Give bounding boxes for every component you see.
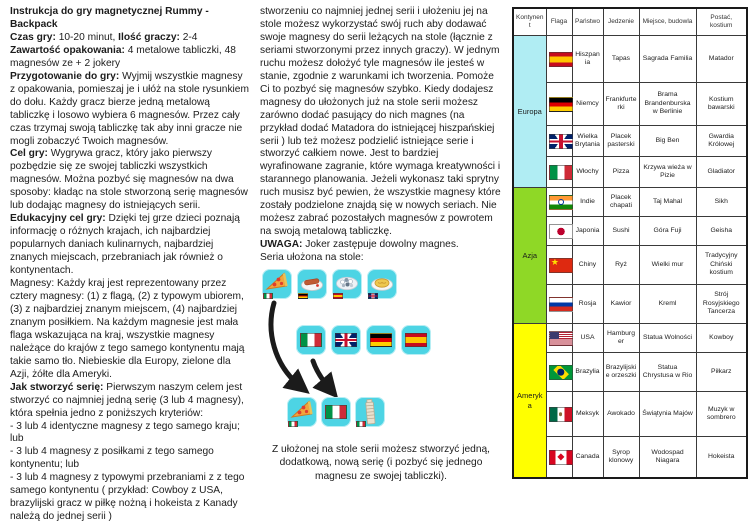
continent-cell-europa: Europa	[513, 36, 546, 188]
food-cell: Brazylijskie orzeszki	[603, 353, 639, 392]
germany-flag-icon	[298, 293, 308, 299]
country-cell: Indie	[572, 188, 603, 217]
frankfurters-plate-icon	[299, 270, 325, 294]
place-cell: Wielki mur	[639, 246, 696, 285]
flag-cell	[546, 217, 572, 246]
players-value: 2-4	[179, 31, 198, 43]
country-cell: Rosja	[572, 285, 603, 324]
costume-cell: Geisha	[696, 217, 747, 246]
pie-plate-icon	[369, 270, 395, 294]
table-row-mexico	[513, 392, 747, 437]
flag-cell	[546, 353, 572, 392]
series-example-heading: Seria ułożona na stole:	[260, 252, 364, 264]
spain-flag-icon	[333, 293, 343, 299]
spain-flag-icon	[549, 52, 573, 67]
germany-flag-icon	[370, 333, 392, 347]
diagram-caption: Z ułożonej na stole serii możesz stworzyć jedną, dodatkową, nową serię (i pozbyć się jednego magnesu ze swojej tabliczki).	[272, 444, 490, 482]
place-cell: Sagrada Familia	[639, 36, 696, 83]
magnet-tile-spain-flag	[401, 325, 431, 355]
flag-cell	[546, 324, 572, 353]
setup-paragraph: Przygotowanie do gry: Wyjmij wszystkie magnesy z opakowania, pomieszaj je i ułóż na stole rysunkiem do dołu. Każdy gracz bierze jedną metalową tabliczkę i losowo wybiera 6 magnesów. Przez cały czas trzymaj swoją tabliczkę tak aby inni gracze nie mogli zobaczyć Twoich magnesów.	[10, 70, 249, 147]
costume-cell: Piłkarz	[696, 353, 747, 392]
food-cell: Placek pasterski	[603, 126, 639, 157]
header-continent: Kontynent	[513, 8, 546, 36]
flag-cell	[546, 285, 572, 324]
country-cell: Chiny	[572, 246, 603, 285]
note-paragraph: UWAGA: Joker zastępuje dowolny magnes.	[260, 239, 459, 251]
header-country: Państwo	[572, 8, 603, 36]
countries-table-wrap	[512, 7, 746, 479]
magnet-tile-pisa-tower	[355, 397, 385, 427]
header-place: Miejsce, budowla	[639, 8, 696, 36]
magnet-tile-pizza	[262, 269, 292, 299]
place-cell: Brama Brandenburska w Berlinie	[639, 83, 696, 126]
place-cell: Statua Chrystusa w Rio	[639, 353, 696, 392]
table-row-canada	[513, 437, 747, 479]
food-cell: Pizza	[603, 157, 639, 188]
countries-table	[512, 7, 748, 479]
instructions-column	[10, 6, 250, 524]
food-cell: Kawior	[603, 285, 639, 324]
costume-cell: Kostium bawarski	[696, 83, 747, 126]
food-cell: Placek chapati	[603, 188, 639, 217]
magnet-tile-pizza-2	[287, 397, 317, 427]
usa-flag-icon	[549, 331, 573, 346]
table-row-india	[513, 188, 747, 217]
continent-cell-ameryka: Ameryka	[513, 324, 546, 479]
place-cell: Góra Fuji	[639, 217, 696, 246]
table-row-germany	[513, 83, 747, 126]
country-cell: Japonia	[572, 217, 603, 246]
italy-flag-icon	[300, 333, 322, 347]
country-cell: Włochy	[572, 157, 603, 188]
rules-continuation-column	[260, 6, 502, 483]
table-row-spain	[513, 36, 747, 83]
flag-cell	[546, 83, 572, 126]
place-cell: Kreml	[639, 285, 696, 324]
document-title: Instrukcja do gry magnetycznej Rummy - Backpack	[10, 6, 209, 30]
magnet-tile-italy-flag	[296, 325, 326, 355]
uk-flag-icon	[335, 333, 357, 347]
place-cell: Statua Wolności	[639, 324, 696, 353]
country-cell: Wielka Brytania	[572, 126, 603, 157]
table-row-uk	[513, 126, 747, 157]
tapas-plate-icon	[334, 270, 360, 294]
food-cell: Ryż	[603, 246, 639, 285]
india-flag-icon	[549, 195, 573, 210]
country-cell: Canada	[572, 437, 603, 479]
italy-flag-icon	[356, 421, 366, 427]
flag-cell	[546, 157, 572, 188]
flag-cell	[546, 188, 572, 217]
arrow-to-new-series-2	[313, 361, 330, 389]
italy-flag-icon	[288, 421, 298, 427]
food-cell: Syrop klonowy	[603, 437, 639, 479]
food-cell: Awokado	[603, 392, 639, 437]
costume-cell: Muzyk w sombrero	[696, 392, 747, 437]
header-flag: Flaga	[546, 8, 572, 36]
food-cell: Sushi	[603, 217, 639, 246]
pizza-icon	[289, 398, 315, 422]
table-row-italy	[513, 157, 747, 188]
time-value: 10-20 minut,	[55, 31, 119, 43]
pizza-icon	[264, 270, 290, 294]
contents-paragraph: Zawartość opakowania: 4 metalowe tabliczki, 48 magnesów ze + 2 jokery	[10, 44, 236, 69]
magnet-tile-frankfurters	[297, 269, 327, 299]
series-rule-3: - 3 lub 4 magnesy z typowymi przebraniami z z tego samego kontynentu ( przykład: Cowboy z USA, brazylijski gracz w piłkę nożną i hokeista z Kanady należą do jednej serii )	[10, 472, 245, 523]
costume-cell: Hokeista	[696, 437, 747, 479]
mexico-flag-icon	[549, 407, 573, 422]
how-to-create-series-paragraph: Jak stworzyć serię: Pierwszym naszym celem jest stworzyć co najmniej jedną serię (3 lub 4 magnesy), która spełnia jedno z poniższych kryteriów:	[10, 381, 244, 419]
header-food: Jedzenie	[603, 8, 639, 36]
table-header-row	[513, 8, 747, 36]
country-cell: Brazylia	[572, 353, 603, 392]
costume-cell: Matador	[696, 36, 747, 83]
header-costume: Postać, kostium	[696, 8, 747, 36]
table-row-brazil	[513, 353, 747, 392]
magnets-paragraph: Magnesy: Każdy kraj jest reprezentowany przez cztery magnesy: (1) z flagą, (2) z typowym ubiorem, (3) z najbardziej znanym miejscem, (4) najbardziej znanym posiłkiem. Na każdym magnesie jest mała flaga wskazująca na kraj, wszystkie magnesy należące do krajów z tego samego kontynentu mają takie samo tło. Niebieskie dla Europy, zielone dla Azji, żółte dla Ameryki.	[10, 278, 245, 380]
brazil-flag-icon	[549, 365, 573, 380]
table-row-japan	[513, 217, 747, 246]
country-cell: USA	[572, 324, 603, 353]
series-rule-2: - 3 lub 4 magnesy z posiłkami z tego samego kontynentu; lub	[10, 446, 214, 471]
country-cell: Meksyk	[572, 392, 603, 437]
food-cell: Tapas	[603, 36, 639, 83]
goal-paragraph: Cel gry: Wygrywa gracz, który jako pierwszy pozbędzie się ze swojej tabliczki wszystkich magnesów. Można pozbyć się magnesów na dwa sposoby: kładąc na stole stworzoną serię magnesów lub dodając magnesy do istniejących serii.	[10, 148, 248, 212]
uk-flag-icon	[368, 293, 378, 299]
spain-flag-icon	[405, 333, 427, 347]
magnet-tile-pie	[367, 269, 397, 299]
costume-cell: Sikh	[696, 188, 747, 217]
place-cell: Taj Mahal	[639, 188, 696, 217]
flag-cell	[546, 392, 572, 437]
russia-flag-icon	[549, 297, 573, 312]
place-cell: Krzywa wieża w Pizie	[639, 157, 696, 188]
flag-cell	[546, 437, 572, 479]
place-cell: Big Ben	[639, 126, 696, 157]
china-flag-icon	[549, 258, 573, 273]
country-cell: Niemcy	[572, 83, 603, 126]
italy-flag-icon	[325, 405, 347, 419]
magnet-tile-tapas	[332, 269, 362, 299]
table-row-china	[513, 246, 747, 285]
italy-flag-icon	[263, 293, 273, 299]
magnet-tile-germany-flag	[366, 325, 396, 355]
series-example-diagram	[260, 269, 502, 443]
italy-flag-icon	[549, 165, 573, 180]
costume-cell: Strój Rosyjskiego Tancerza	[696, 285, 747, 324]
flag-cell	[546, 246, 572, 285]
costume-cell: Gwardia Królowej	[696, 126, 747, 157]
flag-cell	[546, 126, 572, 157]
country-cell: Hiszpania	[572, 36, 603, 83]
costume-cell: Kowboy	[696, 324, 747, 353]
place-cell: Świątynia Majów	[639, 392, 696, 437]
food-cell: Frankfurterki	[603, 83, 639, 126]
educational-goal-paragraph: Edukacyjny cel gry: Dzięki tej grze dzieci poznają informację o różnych krajach, ich najbardziej popularnych daniach kulinarnych, najbardziej znanych miejscach, przebraniach jak również o kontynentach.	[10, 213, 240, 277]
japan-flag-icon	[549, 224, 573, 239]
time-label: Czas gry:	[10, 31, 56, 43]
magnet-tile-italy-flag-2	[321, 397, 351, 427]
food-cell: Hamburger	[603, 324, 639, 353]
costume-cell: Tradycyjny Chiński kostium	[696, 246, 747, 285]
costume-cell: Gladiator	[696, 157, 747, 188]
place-cell: Wodospad Niagara	[639, 437, 696, 479]
continent-cell-azja: Azja	[513, 188, 546, 324]
uk-flag-icon	[549, 134, 573, 149]
table-row-usa	[513, 324, 747, 353]
moves-paragraph: stworzeniu co najmniej jednej serii i ułożeniu jej na stole możesz wykorzystać swój ruch aby dodawać swoje magnesy do serii leżących na stole (łącznie z seriami stworzonymi przez innych graczy). W jednym ruchu możesz dołożyć tyle magnesów ile jesteś w stanie, zgodnie z warunkami ich tworzenia. Pomoże Ci to pozbyć się magnesów szybko. Kiedy dodajesz magnesy do ułożonych już na stole serii możesz zarówno dodać pasujący do nich magnes (na przykład dodać Matadora do istniejącej hiszpańskiej serii ) lub też możesz podzielić istniejące serie i stworzyć całkiem nowe. Jest to bardziej wyrafinowane zagranie, które wymaga kreatywności i starannego planowania. Jeżeli wykonasz taki sprytny ruch musisz być pewien, że wszystkie magnesy które zostały podzielone znajdą się w nowych seriach. Nie możesz zabrać pozostałych magnesów z powrotem na swoją metalową tabliczkę.	[260, 6, 501, 238]
game-meta-line	[10, 32, 250, 45]
series-rule-1: - 3 lub 4 identyczne magnesy z tego samego kraju; lub	[10, 420, 240, 445]
magnet-tile-uk-flag	[331, 325, 361, 355]
table-row-russia	[513, 285, 747, 324]
germany-flag-icon	[549, 97, 573, 112]
players-label: Ilość graczy:	[118, 31, 180, 43]
canada-flag-icon	[549, 450, 573, 465]
flag-cell	[546, 36, 572, 83]
